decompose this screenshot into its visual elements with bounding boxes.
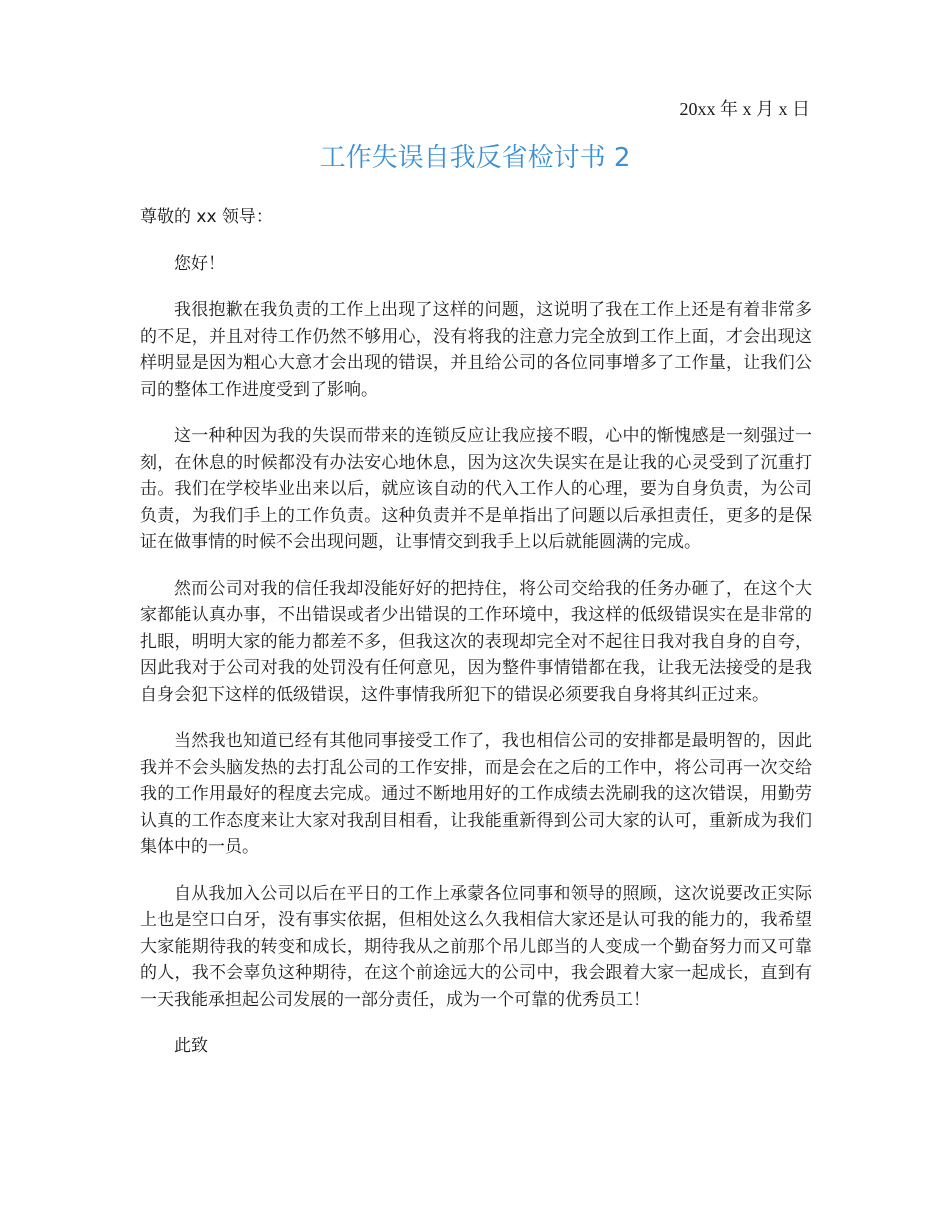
paragraph-2: 这一种种因为我的失误而带来的连锁反应让我应接不暇，心中的惭愧感是一刻强过一刻，在休息的时候都没有办法安心地休息，因为这次失误实在是让我的心灵受到了沉重打击。我们在学校毕业出来以后，就应该自动的代入工作人的心理，要为自身负责，为公司负责，为我们手上的工作负责。这种负责并不是单指出了问题以后承担责任，更多的是保证在做事情的时候不会出现问题，让事情交到我手上以后就能圆满的完成。 (140, 426, 812, 552)
document-title: 工作失误自我反省检讨书 2 (319, 143, 631, 173)
paragraph-1: 我很抱歉在我负责的工作上出现了这样的问题，这说明了我在工作上还是有着非常多的不足，并且对待工作仍然不够用心，没有将我的注意力完全放到工作上面，才会出现这样明显是因为粗心大意才会出现的错误，并且给公司的各位同事增多了工作量，让我们公司的整体工作进度受到了影响。 (140, 300, 812, 400)
document-body (140, 204, 812, 1080)
greeting: 您好！ (174, 253, 225, 274)
document-date: 20xx 年 x 月 x 日 (679, 99, 810, 119)
paragraph-4: 当然我也知道已经有其他同事接受工作了，我也相信公司的安排都是最明智的，因此我并不会头脑发热的去打乱公司的工作安排，而是会在之后的工作中，将公司再一次交给我的工作用最好的程度去完成。通过不断地用好的工作成绩去洗刷我的这次错误，用勤劳认真的工作态度来让大家对我刮目相看，让我能重新得到公司大家的认可，重新成为我们集体中的一员。 (140, 731, 812, 857)
salutation: 尊敬的 xx 领导： (140, 207, 273, 227)
paragraph-5: 自从我加入公司以后在平日的工作上承蒙各位同事和领导的照顾，这次说要改正实际上也是空口白牙，没有事实依据，但相处这么久我相信大家还是认可我的能力的，我希望大家能期待我的转变和成长，期待我从之前那个吊儿郎当的人变成一个勤奋努力而又可靠的人，我不会辜负这种期待，在这个前途远大的公司中，我会跟着大家一起成长，直到有一天我能承担起公司发展的一部分责任，成为一个可靠的优秀员工！ (140, 883, 812, 1010)
paragraph-3: 然而公司对我的信任我却没能好好的把持住，将公司交给我的任务办砸了，在这个大家都能认真办事，不出错误或者少出错误的工作环境中，我这样的低级错误实在是非常的扎眼，明明大家的能力都差不多，但我这次的表现却完全对不起往日我对我自身的自夸，因此我对于公司对我的处罚没有任何意见，因为整件事情错都在我，让我无法接受的是我自身会犯下这样的低级错误，这件事情我所犯下的错误必须要我自身将其纠正过来。 (140, 578, 812, 705)
closing: 此致 (174, 1036, 208, 1056)
